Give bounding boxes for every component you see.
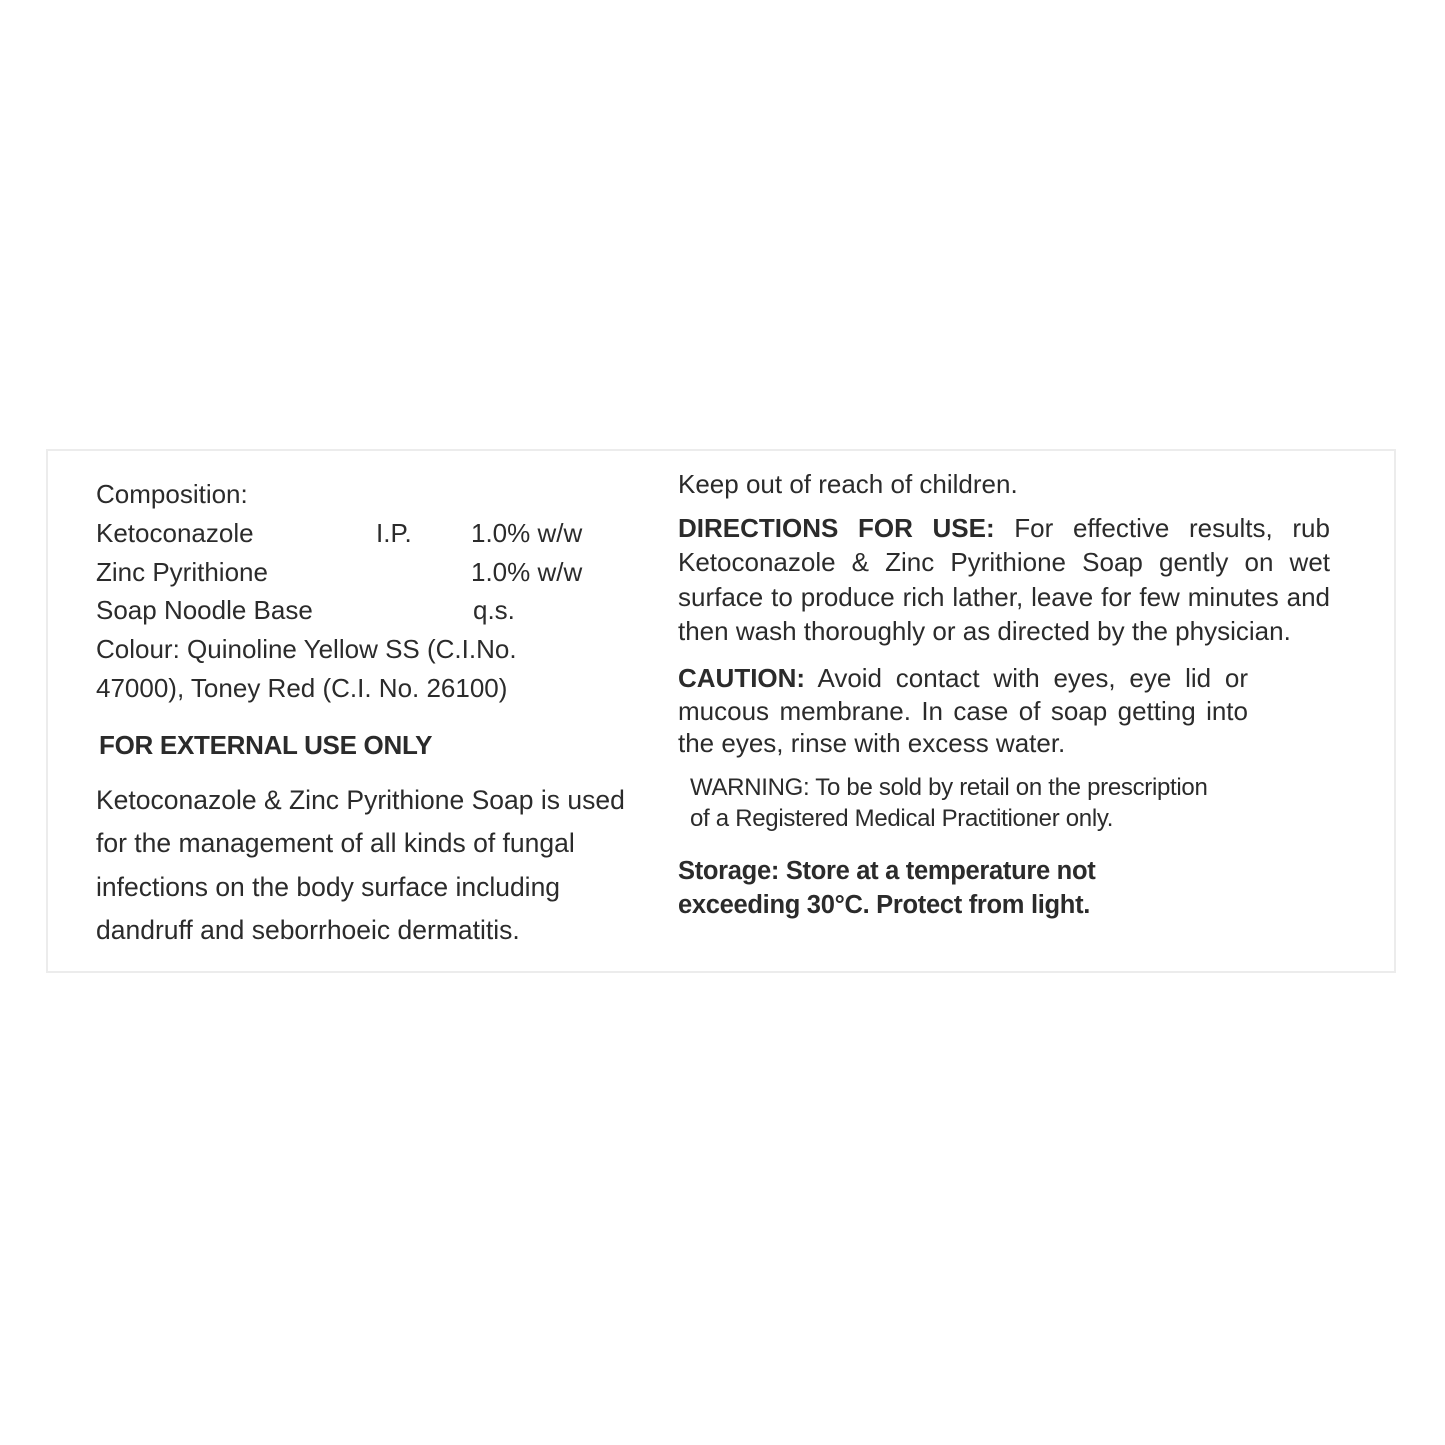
composition-heading-text: Composition: <box>96 479 248 509</box>
warning-line-1: WARNING: To be sold by retail on the prescription <box>690 773 1208 801</box>
product-label-panel <box>46 449 1396 973</box>
right-column <box>678 467 1330 922</box>
colour-text-1: Colour: Quinoline Yellow SS (C.I.No. <box>96 634 517 665</box>
colour-line-2 <box>96 669 656 708</box>
colour-text-2: 47000), Toney Red (C.I. No. 26100) <box>96 672 508 703</box>
directions-for-use <box>678 511 1330 648</box>
storage-line-1: Storage: Store at a temperature not <box>678 856 1096 885</box>
storage-line-2: exceeding 30°C. Protect from light. <box>678 890 1091 919</box>
caution-text: Avoid contact with eyes, eye lid or mucous membrane. In case of soap getting into the eyes, rinse with excess water. <box>678 663 1248 759</box>
colour-line-1 <box>96 630 656 669</box>
ingredient-amount: 1.0% w/w <box>471 556 583 587</box>
ingredient-name: Soap Noodle Base <box>96 595 313 626</box>
ingredient-name: Ketoconazole <box>96 517 254 548</box>
ingredient-name: Zinc Pyrithione <box>96 556 268 587</box>
composition-row <box>96 591 656 630</box>
ingredient-amount: q.s. <box>473 595 515 626</box>
composition-row <box>96 514 656 553</box>
left-column <box>96 475 656 953</box>
ingredient-amount: 1.0% w/w <box>471 517 583 548</box>
warning-section <box>690 772 1330 834</box>
directions-label: DIRECTIONS FOR USE: <box>678 513 995 543</box>
caution-label: CAUTION: <box>678 663 806 694</box>
warning-line-2: of a Registered Medical Practitioner only. <box>690 804 1114 832</box>
caution-section <box>678 662 1248 760</box>
ingredient-grade: I.P. <box>376 517 412 548</box>
external-use-heading: FOR EXTERNAL USE ONLY <box>99 729 433 760</box>
composition-heading <box>96 475 656 514</box>
composition-row <box>96 553 656 592</box>
usage-description: Ketoconazole & Zinc Pyrithione Soap is used for the management of all kinds of fungal infections on the body surface including dandruff and seborrhoeic dermatitis. <box>96 784 625 946</box>
directions-text: For effective results, rub Ketoconazole & Zinc Pyrithione Soap gently on wet surface to produce rich lather, leave for few minutes and then wash thoroughly or as directed by the physician. <box>678 513 1330 646</box>
storage-section <box>678 854 1330 922</box>
keep-out-of-reach: Keep out of reach of children. <box>678 469 1018 499</box>
